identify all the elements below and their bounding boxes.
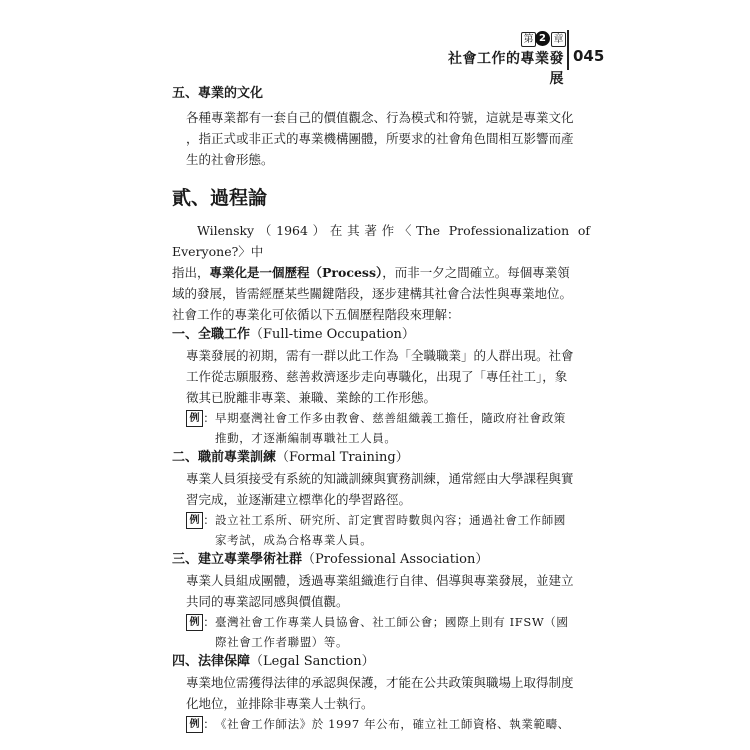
body-line: 專業人員組成團體，透過專業組織進行自律、倡導與專業發展，並建立: [186, 573, 574, 588]
example-colon: ：: [203, 513, 215, 527]
body-line: 共同的專業認同感與價值觀。: [186, 594, 349, 609]
body-line: 生的社會形態。: [186, 152, 274, 167]
chapter-badge-right: 章: [551, 32, 566, 47]
stage-heading: [172, 652, 590, 672]
stage-title-en: （Full-time Occupation）: [250, 327, 415, 342]
body-line: 專業發展的初期，需有一群以此工作為「全職職業」的人群出現。社會: [186, 348, 574, 363]
running-title: 社會工作的專業發展: [448, 51, 564, 87]
stage-title-en: （Professional Association）: [302, 552, 489, 567]
intro-line: Wilensky（1964）在其著作〈The Professionalization of Everyone?〉中: [172, 223, 590, 259]
body-line: 習完成，並逐漸建立標準化的學習路徑。: [186, 492, 412, 507]
section-heading-culture: 五、專業的文化: [172, 86, 264, 101]
example-block: [172, 714, 590, 734]
body-line: 專業地位需獲得法律的承認與保護，才能在公共政策與職場上取得制度: [186, 675, 574, 690]
intro-line: 社會工作的專業化可依循以下五個歷程階段來理解：: [172, 307, 460, 322]
chapter-badge: [521, 32, 565, 46]
page-number: 045: [573, 47, 605, 65]
stage-heading: [172, 325, 590, 345]
example-block: [172, 612, 590, 652]
example-line: 家考試，成為合格專業人員。: [215, 533, 373, 547]
example-line: 臺灣社會工作專業人員協會、社工師公會；國際上則有 IFSW（國: [215, 615, 569, 629]
chapter-badge-left: 第: [521, 32, 536, 47]
intro-text: ，而非一夕之間確立。每個專業領: [382, 265, 570, 280]
page-content: [172, 84, 590, 734]
body-line: 徵其已脫離非專業、兼職、業餘的工作形態。: [186, 390, 437, 405]
example-text: [215, 714, 590, 734]
stage-title: 一、全職工作: [172, 327, 251, 342]
part-heading-process-theory: 貳、過程論: [172, 187, 268, 209]
example-line: 設立社工系所、研究所、訂定實習時數與內容；通過社會工作師國: [215, 513, 566, 527]
intro-line: 域的發展，皆需經歷某些關鍵階段，逐步建構其社會合法性與專業地位。: [172, 286, 573, 301]
intro-line: [172, 262, 590, 283]
stage-title-en: （Formal Training）: [276, 450, 409, 465]
header-divider: [567, 30, 569, 70]
body-line: ，指正式或非正式的專業機構團體，所要求的社會角色間相互影響而產: [186, 131, 574, 146]
example-line: 推動，才逐漸編制專職社工人員。: [215, 431, 397, 445]
example-text: [215, 510, 590, 550]
body-line: 工作從志願服務、慈善救濟逐步走向專職化，出現了「專任社工」，象: [186, 369, 568, 384]
stage-title-en: （Legal Sanction）: [250, 654, 375, 669]
body-line: 專業人員須接受有系統的知識訓練與實務訓練，通常經由大學課程與實: [186, 471, 574, 486]
example-line: 《社會工作師法》於 1997 年公布，確立社工師資格、執業範疇、: [215, 717, 570, 731]
stage-heading: [172, 550, 590, 570]
example-colon: ：: [203, 411, 215, 425]
example-colon: ：: [203, 615, 215, 629]
example-icon: 例: [186, 410, 203, 427]
example-text: [215, 612, 590, 652]
intro-text: 指出，: [172, 265, 210, 280]
example-icon: 例: [186, 512, 203, 529]
intro-emphasis: 專業化是一個歷程（Process）: [209, 265, 383, 280]
example-text: [215, 408, 590, 448]
example-colon: ：: [203, 717, 215, 731]
example-block: [172, 510, 590, 550]
example-line: 早期臺灣社會工作多由教會、慈善組織義工擔任，隨政府社會政策: [215, 411, 566, 425]
body-line: 各種專業都有一套自己的價值觀念、行為模式和符號，這就是專業文化: [186, 110, 574, 125]
stage-heading: [172, 448, 590, 468]
example-line: 際社會工作者聯盟）等。: [215, 635, 349, 649]
chapter-number: 2: [535, 31, 550, 46]
stage-title: 三、建立專業學術社群: [172, 552, 303, 567]
example-icon: 例: [186, 716, 203, 733]
stage-title: 二、職前專業訓練: [172, 450, 277, 465]
example-icon: 例: [186, 614, 203, 631]
example-block: [172, 408, 590, 448]
body-line: 化地位，並排除非專業人士執行。: [186, 696, 374, 711]
stage-title: 四、法律保障: [172, 654, 251, 669]
